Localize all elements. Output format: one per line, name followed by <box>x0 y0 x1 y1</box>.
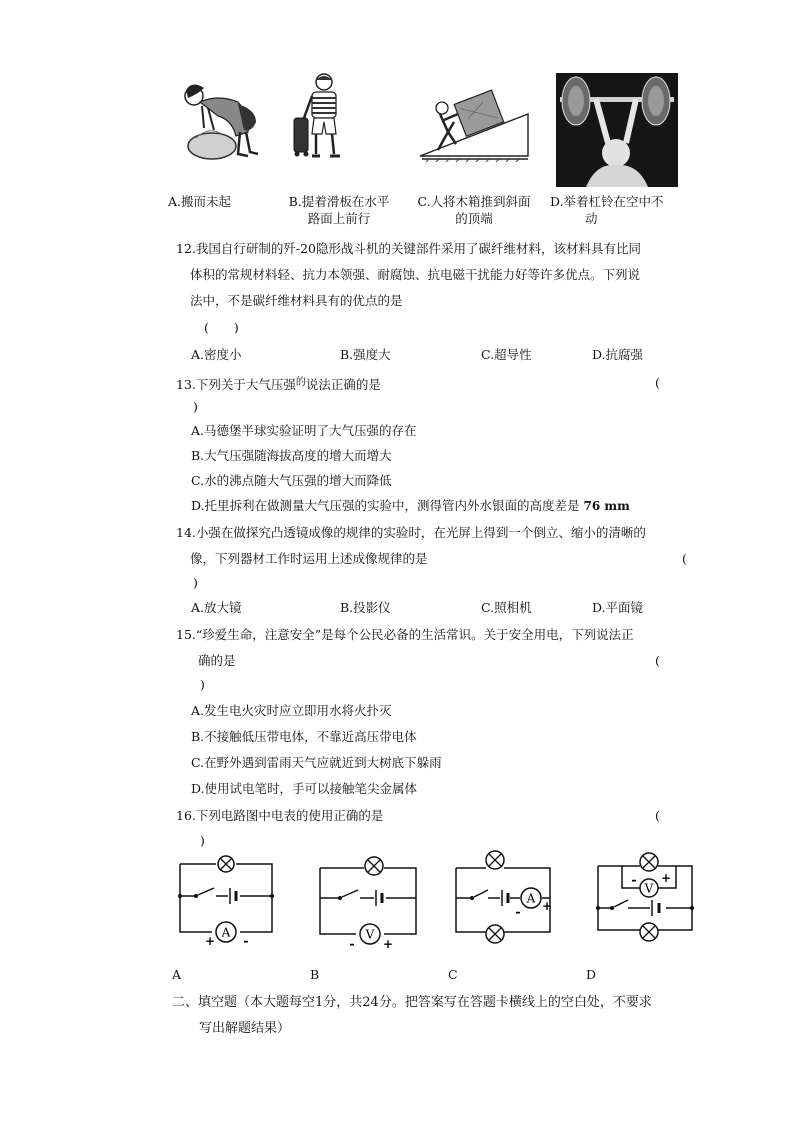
q15-stem-line-1: 15.“珍爱生命，注意安全”是每个公民必备的生活常识。关于安全用电，下列说法正 <box>176 627 634 642</box>
circuit-a-minus-label: - <box>243 934 249 948</box>
section-2-heading-line-1: 二、填空题（本大题每空1分，共24分。把答案写在答题卡横线上的空白处，不要求 <box>172 995 652 1010</box>
q12-answer-bracket: ( ) <box>204 320 239 335</box>
q16-stem: 16.下列电路图中电表的使用正确的是 <box>176 808 384 823</box>
q12-option-c: C.超导性 <box>481 347 532 362</box>
q13-option-d: D.托里拆利在做测量大气压强的实验中，测得管内外水银面的高度差是 76 mm <box>191 498 630 513</box>
q16-label-d: D <box>586 967 597 982</box>
circuit-diagram-b <box>316 852 420 948</box>
q14-option-a: A.放大镜 <box>191 600 242 615</box>
q16-bracket-open: ( <box>655 808 660 823</box>
q15-option-d: D.使用试电笔时，手可以接触笔尖金属体 <box>191 781 418 796</box>
q13-value-76mm: 76 mm <box>583 499 630 513</box>
q14-bracket-open: ( <box>682 551 687 566</box>
q12-option-b: B.强度大 <box>340 347 391 362</box>
image-woman-lifting-rock <box>178 76 262 160</box>
circuit-d-plus-label: + <box>660 871 672 885</box>
q11-option-d: D.举着杠铃在空中不 动 <box>550 194 664 226</box>
circuit-a-ammeter-label: A <box>221 925 231 940</box>
q15-bracket-open: ( <box>655 653 660 668</box>
q12-stem-line-1: 12.我国自行研制的歼-20隐形战斗机的关键部件采用了碳纤维材料，该材料具有比同 <box>176 241 642 256</box>
q13-bracket-open: ( <box>655 375 660 390</box>
circuit-b-plus-label: + <box>382 937 394 948</box>
q12-stem-line-3: 法中，不是碳纤维材料具有的优点的是 <box>190 293 403 308</box>
q14-option-c: C.照相机 <box>481 600 532 615</box>
q15-bracket-close: ) <box>200 677 205 692</box>
q14-bracket-close: ) <box>193 575 198 590</box>
q16-label-b: B <box>310 967 320 982</box>
q12-option-d: D.抗腐强 <box>592 347 644 362</box>
q11-option-c: C.人将木箱推到斜面 的顶端 <box>417 194 531 226</box>
q16-label-a: A <box>172 967 182 982</box>
circuit-a-plus-label: + <box>204 934 216 948</box>
q14-stem-line-1: 14.小强在做探究凸透镜成像的规律的实验时，在光屏上得到一个倒立、缩小的清晰的 <box>176 525 646 540</box>
q13-option-c: C.水的沸点随大气压强的增大而降低 <box>191 473 392 488</box>
q14-option-b: B.投影仪 <box>340 600 391 615</box>
q15-option-a: A.发生电火灾时应立即用水将火扑灭 <box>191 703 392 718</box>
circuit-diagram-c <box>452 848 556 944</box>
q12-stem-line-2: 体积的常规材料轻、抗力本领强、耐腐蚀、抗电磁干扰能力好等许多优点。下列说 <box>190 267 641 282</box>
q15-option-b: B.不接触低压带电体，不靠近高压带电体 <box>191 729 417 744</box>
q14-stem-line-2: 像，下列器材工作时运用上述成像规律的是 <box>190 551 428 566</box>
q11-option-a: A.搬而未起 <box>168 194 232 209</box>
circuit-b-voltmeter-label: V <box>365 927 375 942</box>
circuit-diagram-d <box>594 848 698 944</box>
circuit-c-minus-label: - <box>515 905 521 920</box>
q13-bracket-close: ) <box>193 399 198 414</box>
circuit-d-voltmeter-label: V <box>644 881 654 896</box>
q16-label-c: C <box>448 967 458 982</box>
circuit-b-minus-label: - <box>349 937 355 948</box>
q15-option-c: C.在野外遇到雷雨天气应就近到大树底下躲雨 <box>191 755 442 770</box>
section-2-heading-line-2: 写出解题结果） <box>199 1021 291 1036</box>
image-boy-carrying-skateboard <box>288 72 358 162</box>
q14-option-d: D.平面镜 <box>592 600 644 615</box>
image-weightlifter <box>556 73 678 187</box>
q13-option-a: A.马德堡半球实验证明了大气压强的存在 <box>191 423 417 438</box>
q11-option-b: B.提着滑板在水平 路面上前行 <box>288 194 390 226</box>
circuit-c-plus-label: + <box>541 899 553 913</box>
q15-stem-line-2: 确的是 <box>198 653 236 668</box>
q13-stem: 13.下列关于大气压强$^的$说法正确的是 <box>176 377 381 392</box>
circuit-diagram-a <box>176 852 276 948</box>
image-pushing-box-up-slope <box>418 74 530 162</box>
circuit-c-ammeter-label: A <box>526 891 536 906</box>
q12-option-a: A.密度小 <box>191 347 242 362</box>
q13-option-b: B.大气压强随海拔高度的增大而增大 <box>191 448 392 463</box>
circuit-d-minus-label: - <box>631 873 637 888</box>
q16-bracket-close: ) <box>200 833 205 848</box>
